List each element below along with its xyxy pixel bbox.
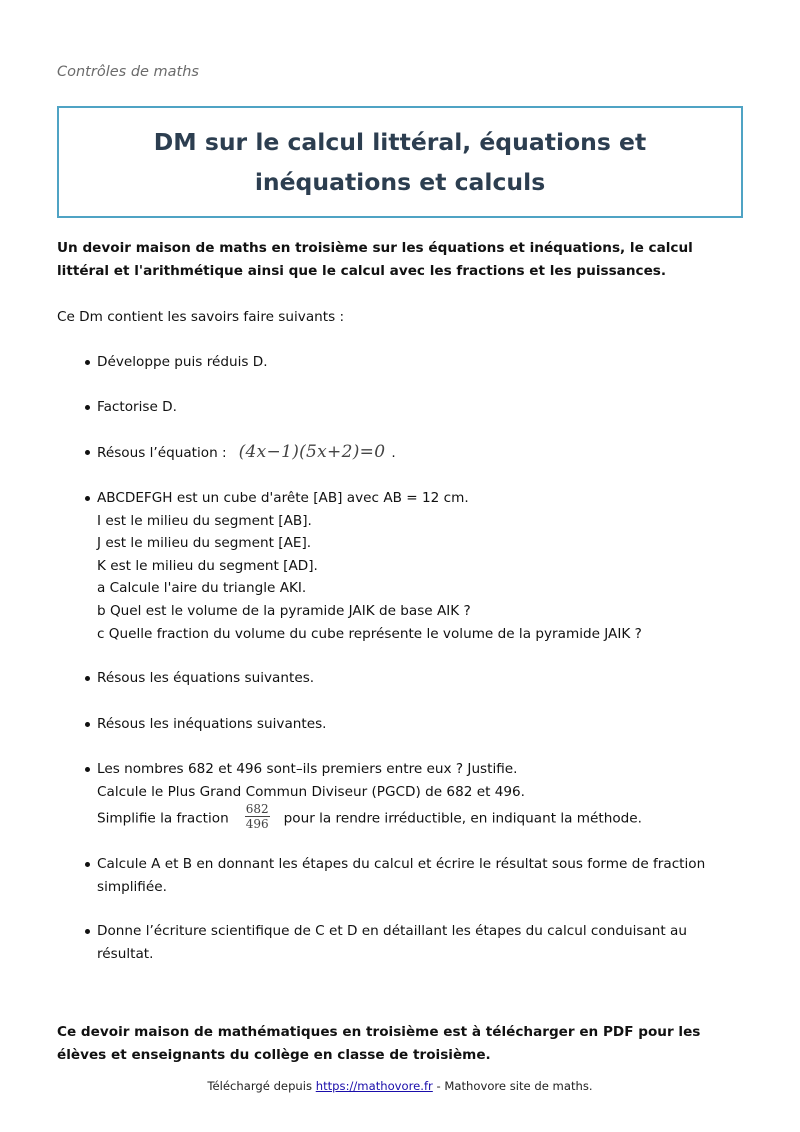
title-box xyxy=(57,106,743,218)
lead-paragraph: Ce Dm contient les savoirs faire suivants : xyxy=(57,309,345,325)
calc-line-2: simplifiée. xyxy=(97,878,167,895)
list-item xyxy=(97,713,687,736)
list-item xyxy=(97,396,687,419)
cube-line-7: c Quelle fraction du volume du cube représente le volume de la pyramide JAIK ? xyxy=(97,625,642,642)
equation-period: . xyxy=(391,445,396,461)
skill-solve-equations: Résous les équations suivantes. xyxy=(97,670,315,686)
fraction-lead-text: Simplifie la fraction xyxy=(97,810,229,827)
skill-equation-line xyxy=(97,441,687,465)
sci-line-1: Donne l’écriture scientifique de C et D en détaillant les étapes du calcul conduisant au xyxy=(97,923,687,939)
fraction-numerator: 682 xyxy=(245,802,269,817)
footer xyxy=(0,1079,800,1093)
cube-line-4: K est le milieu du segment [AD]. xyxy=(97,557,318,574)
intro-paragraph: Un devoir maison de maths en troisième sur les équations et inéquations, le calcul littéral et l'arithmétique ainsi que le calcul avec les fractions et les puissances. xyxy=(57,240,693,279)
list-item xyxy=(97,758,687,833)
page-title: DM sur le calcul littéral, équations et inéquations et calculs xyxy=(153,128,647,196)
calc-line-1: Calcule A et B en donnant les étapes du calcul et écrire le résultat sous forme de fraction xyxy=(97,856,706,872)
fraction-trail-text: pour la rendre irréductible, en indiquant la méthode. xyxy=(283,810,642,827)
fraction-682-496 xyxy=(245,802,270,831)
equation-formula: (4x−1)(5x+2)=0 xyxy=(238,442,386,462)
footer-text-before: Téléchargé depuis xyxy=(207,1079,313,1093)
list-item xyxy=(97,351,687,374)
list-item xyxy=(97,667,687,690)
skill-solve-inequations: Résous les inéquations suivantes. xyxy=(97,716,327,732)
arith-line-3 xyxy=(97,804,687,833)
cube-line-1: ABCDEFGH est un cube d'arête [AB] avec AB = 12 cm. xyxy=(97,490,469,506)
list-item xyxy=(97,853,706,898)
cube-line-6: b Quel est le volume de la pyramide JAIK de base AIK ? xyxy=(97,602,471,619)
category-label: Contrôles de maths xyxy=(57,64,199,80)
sci-line-2: résultat. xyxy=(97,945,154,962)
cube-line-5: a Calcule l'aire du triangle AKI. xyxy=(97,580,307,597)
skill-factorise: Factorise D. xyxy=(97,399,177,415)
footer-link[interactable]: https://mathovore.fr xyxy=(315,1079,433,1093)
cube-line-3: J est le milieu du segment [AE]. xyxy=(97,535,312,552)
arith-line-1: Les nombres 682 et 496 sont–ils premiers entre eux ? Justifie. xyxy=(97,761,518,777)
fraction-denominator: 496 xyxy=(245,817,269,832)
skill-develop: Développe puis réduis D. xyxy=(97,354,268,370)
footer-text-after: - Mathovore site de maths. xyxy=(436,1079,593,1093)
cube-line-2: I est le milieu du segment [AB]. xyxy=(97,512,312,529)
skill-equation-text: Résous l’équation : xyxy=(97,445,227,461)
list-item xyxy=(97,441,687,465)
arith-line-2: Calcule le Plus Grand Commun Diviseur (PGCD) de 682 et 496. xyxy=(97,783,525,800)
list-item xyxy=(97,920,687,965)
outro-paragraph: Ce devoir maison de mathématiques en troisième est à télécharger en PDF pour les élèves et enseignants du collège en classe de troisième. xyxy=(57,1024,701,1063)
list-item xyxy=(97,487,687,645)
